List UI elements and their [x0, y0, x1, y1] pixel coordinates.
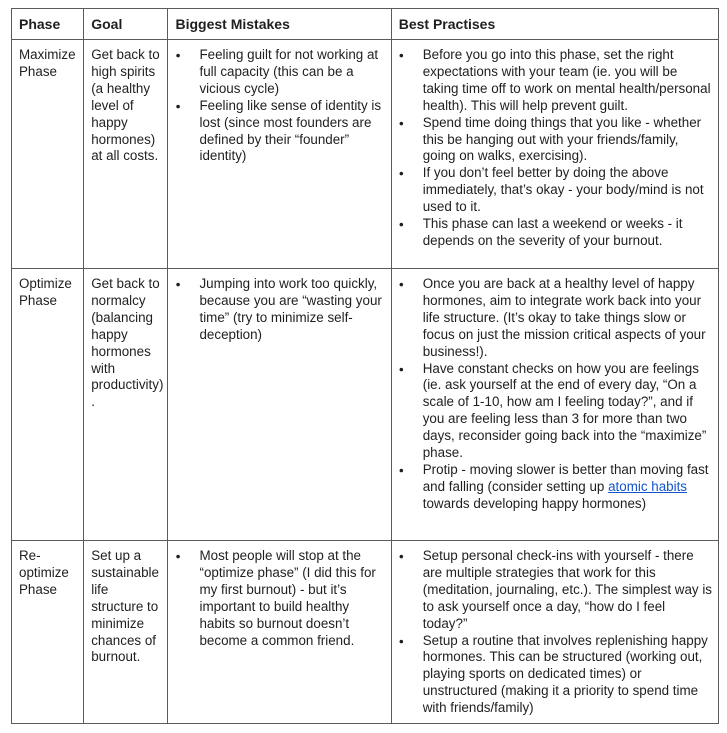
- header-biggest-mistakes: Biggest Mistakes: [168, 9, 391, 40]
- list-item: ● Have constant checks on how you are feelings (ie. ask yourself at the end of every day, “On a scale of 1-10, how am I feeling today?”, and if you are feeling less than 3 for more than two days, reconsider going back into the “maximize” phase.: [423, 361, 712, 462]
- header-phase: Phase: [12, 9, 84, 40]
- list-item: ● This phase can last a weekend or weeks - it depends on the severity of your burnout.: [423, 216, 712, 250]
- mistakes-cell: [168, 40, 391, 269]
- practises-list: [392, 548, 712, 717]
- mistakes-cell: [168, 269, 391, 541]
- practises-list: [392, 276, 712, 513]
- phase-cell: Re-optimize Phase: [12, 541, 84, 724]
- mistakes-list: [168, 548, 384, 649]
- list-item: ● Once you are back at a healthy level of happy hormones, aim to integrate work back into your life structure. (It’s okay to take things slow or focus on just the mission critical aspects of your business!).: [423, 276, 712, 361]
- protip-text-before: Protip - moving slower is better than moving fast and falling (consider setting up: [422, 461, 709, 494]
- header-goal: Goal: [84, 9, 168, 40]
- phase-cell: Optimize Phase: [12, 269, 84, 541]
- practises-cell: [391, 541, 718, 724]
- burnout-phases-table: [11, 8, 719, 724]
- list-item: ● Feeling like sense of identity is lost (since most founders are defined by their “founder” identity): [199, 98, 384, 166]
- mistakes-list: [168, 47, 384, 165]
- header-best-practises: Best Practises: [391, 9, 718, 40]
- protip-text-after: towards developing happy hormones): [422, 495, 647, 511]
- list-item: ● Setup a routine that involves replenishing happy hormones. This can be structured (working out, playing sports on dedicated times) or unstructured (making it a priority to spend time with friends/family): [423, 633, 712, 718]
- list-item: ● Jumping into work too quickly, because you are “wasting your time” (try to minimize self-deception): [199, 276, 384, 344]
- goal-cell: Get back to normalcy (balancing happy hormones with productivity) .: [84, 269, 168, 541]
- list-item: ● Setup personal check-ins with yourself - there are multiple strategies that work for this (meditation, journaling, etc.). The simplest way is to ask yourself once a day, “how do I feel today?”: [423, 548, 712, 633]
- list-item: ● Most people will stop at the “optimize phase” (I did this for my first burnout) - but it’s important to build healthy habits so burnout doesn’t become a common friend.: [199, 548, 384, 649]
- goal-cell: Get back to high spirits (a healthy level of happy hormones) at all costs.: [84, 40, 168, 269]
- list-item: ● Feeling guilt for not working at full capacity (this can be a vicious cycle): [199, 47, 384, 98]
- practises-cell: [391, 269, 718, 541]
- table-row-optimize: [12, 269, 719, 541]
- table-row-maximize: [12, 40, 719, 269]
- header-row: [12, 9, 719, 40]
- atomic-habits-link[interactable]: atomic habits: [608, 478, 687, 494]
- table-row-reoptimize: [12, 541, 719, 724]
- mistakes-cell: [168, 541, 391, 724]
- goal-cell: Set up a sustainable life structure to minimize chances of burnout.: [84, 541, 168, 724]
- phase-cell: Maximize Phase: [12, 40, 84, 269]
- list-item-protip: [423, 462, 712, 513]
- practises-cell: [391, 40, 718, 269]
- list-item: ● Spend time doing things that you like - whether this be hanging out with your friends/family, going on walks, exercising).: [423, 115, 712, 166]
- list-item: ● If you don’t feel better by doing the above immediately, that’s okay - your body/mind is not used to it.: [423, 165, 712, 216]
- practises-list: [392, 47, 712, 250]
- list-item: ● Before you go into this phase, set the right expectations with your team (ie. you will be taking time off to work on mental health/personal health). This will help prevent guilt.: [423, 47, 712, 115]
- mistakes-list: [168, 276, 384, 344]
